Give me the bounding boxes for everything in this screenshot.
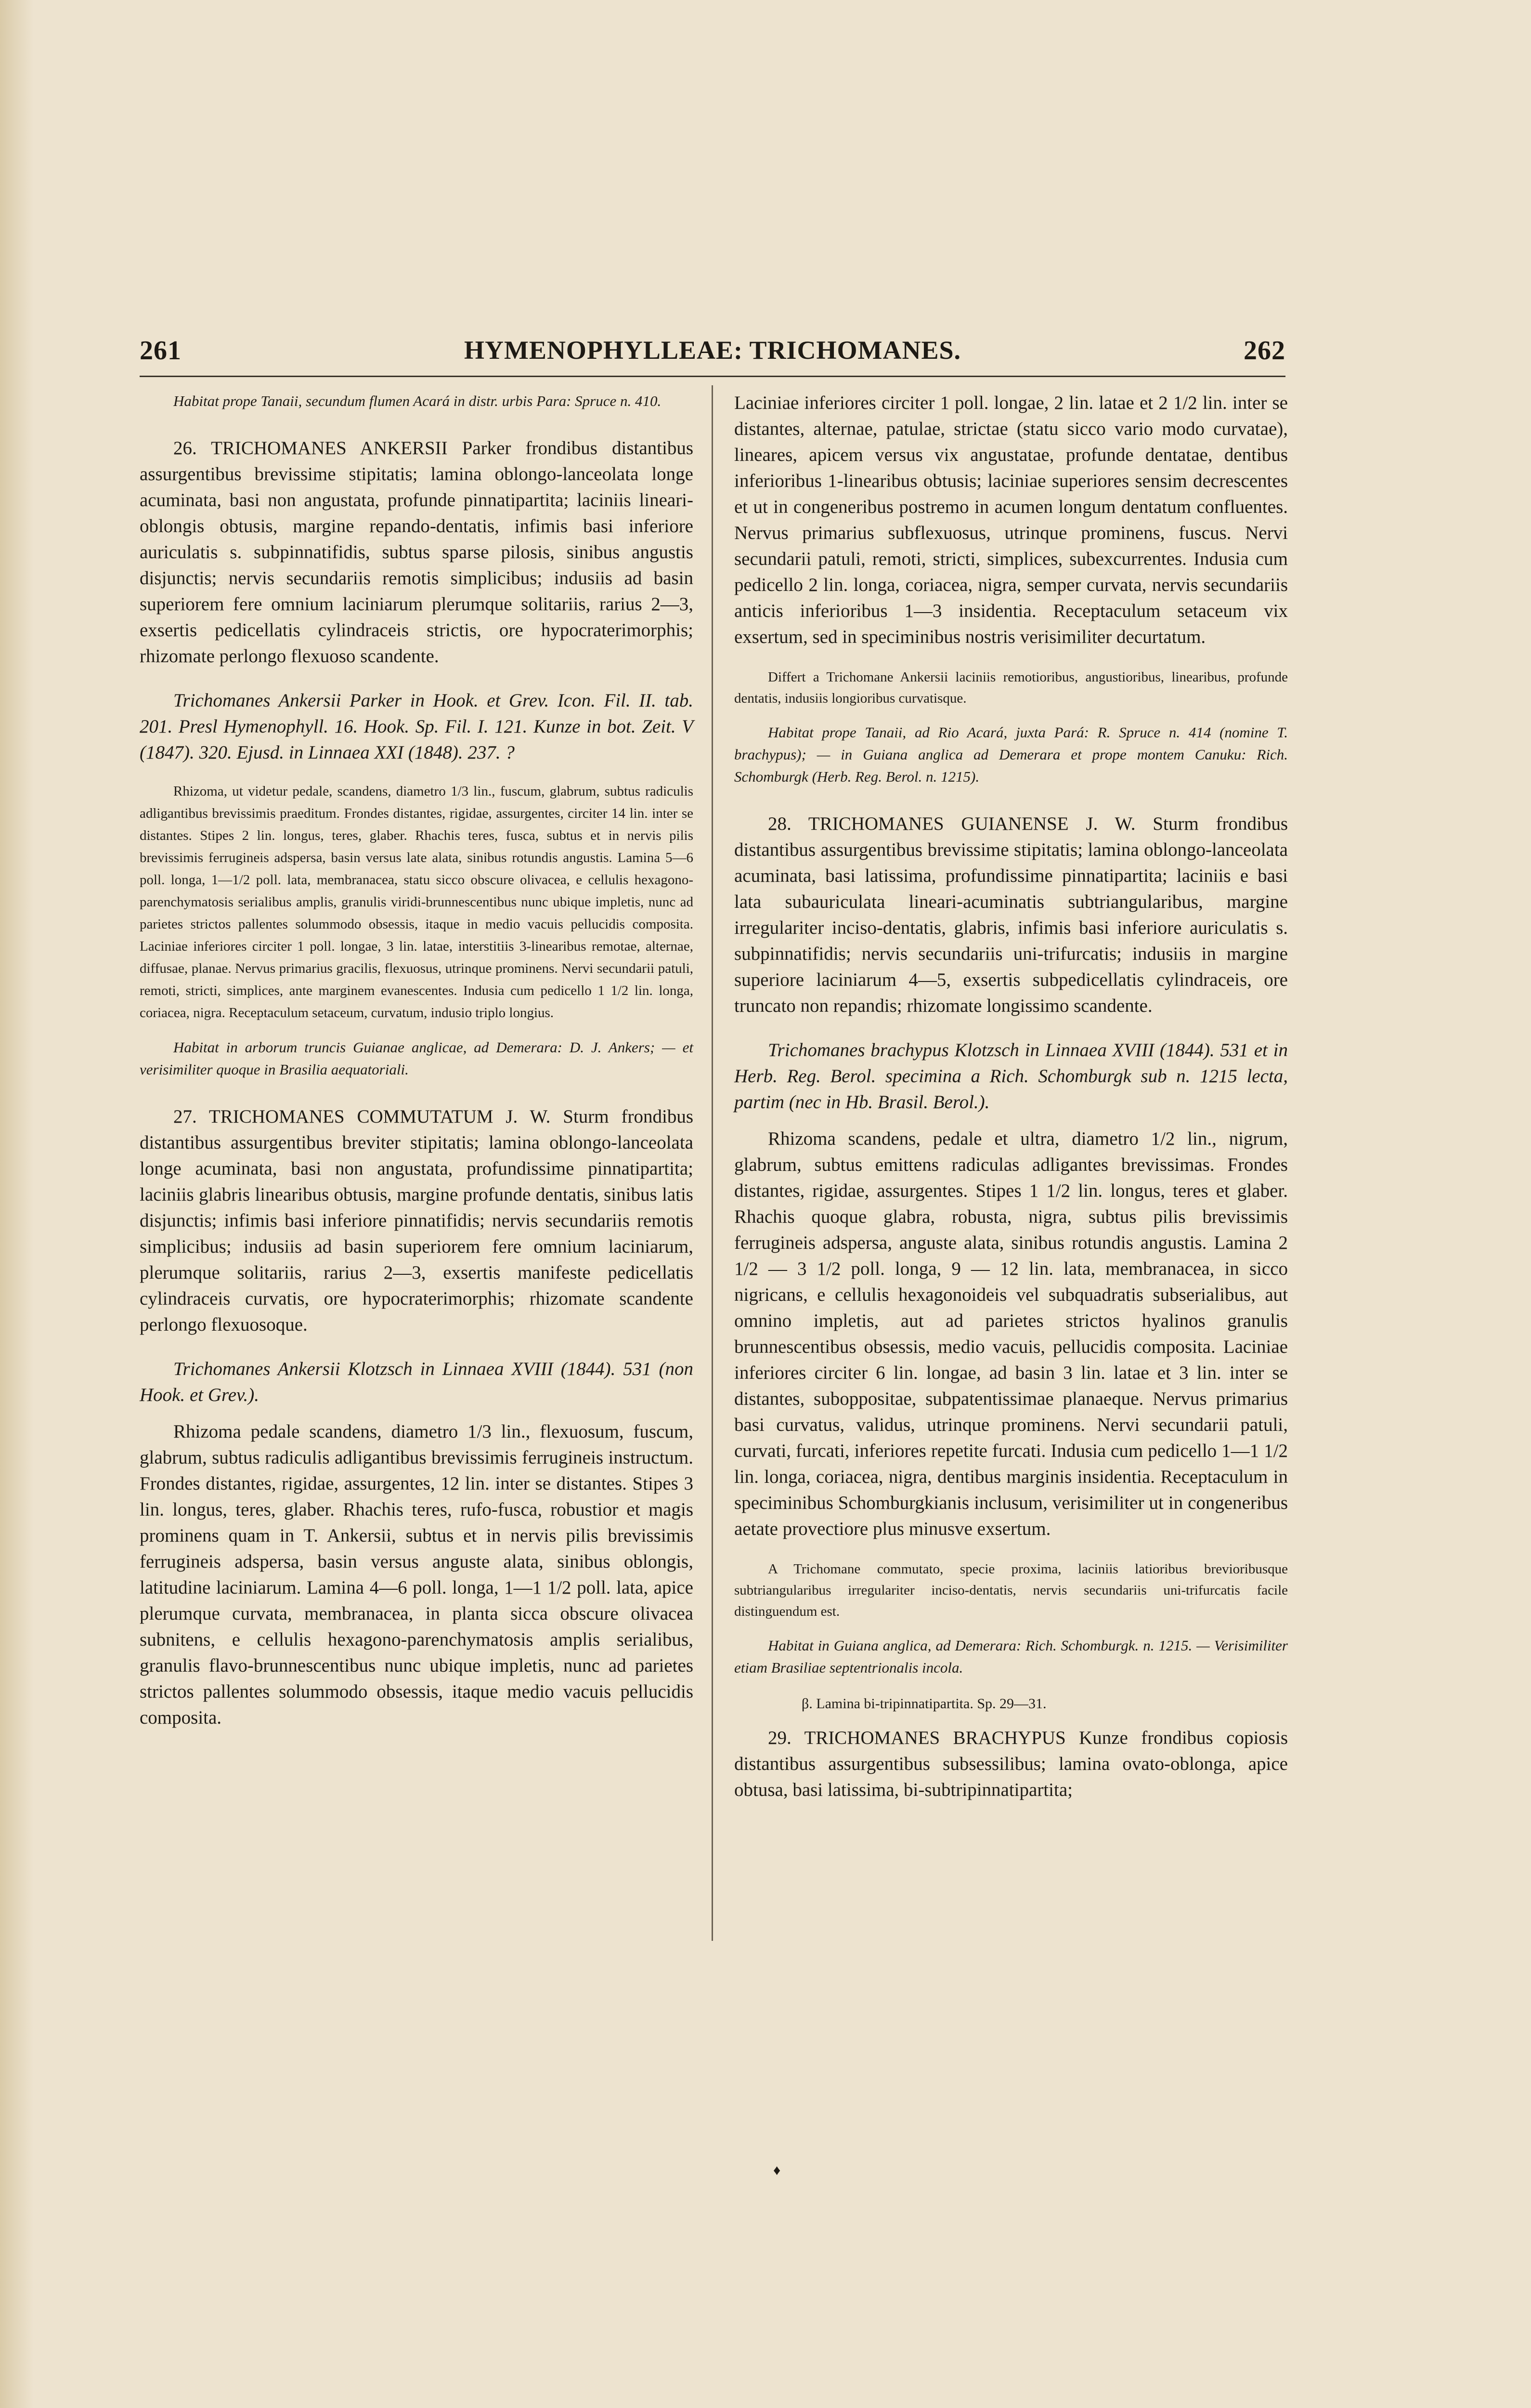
page-edge xyxy=(0,0,34,2408)
species-29-description: 29. TRICHOMANES BRACHYPUS Kunze frondibus copiosis distantibus assurgentibus subsessilibus; lamina ovato-oblonga, apice obtusa, basi latissima, bi-subtripinnatipartita; xyxy=(734,1727,1288,1800)
printer-mark: ♦ xyxy=(773,2162,781,2178)
species-27-habitat: Habitat prope Tanaii, ad Rio Acará, juxta Pará: R. Spruce n. 414 (nomine T. brachypus); — in Guiana anglica ad Demerara et prope montem Canuku: Rich. Schomburgk (Herb. Reg. Berol. n. 1215). xyxy=(734,724,1288,785)
habitat-paragraph: Habitat prope Tanaii, secundum flumen Acará in distr. urbis Para: Spruce n. 410. xyxy=(173,393,662,409)
species-26-habitat: Habitat in arborum truncis Guianae anglicae, ad Demerara: D. J. Ankers; — et verisimiliter quoque in Brasilia aequatoriali. xyxy=(140,1039,693,1078)
species-28-synonymy: Trichomanes brachypus Klotzsch in Linnaea XVIII (1844). 531 et in Herb. Reg. Berol. specimina a Rich. Schomburgk sub n. 1215 lecta, partim (nec in Hb. Brasil. Berol.). xyxy=(734,1040,1288,1112)
species-28-habitat: Habitat in Guiana anglica, ad Demerara: Rich. Schomburgk. n. 1215. — Verisimiliter etiam Brasiliae septentrionalis incola. xyxy=(734,1637,1288,1676)
species-27-differential-note: Differt a Trichomane Ankersii laciniis remotioribus, angustioribus, linearibus, profunde dentatis, indusiis longioribus curvatisque. xyxy=(734,669,1288,706)
species-28-details: Rhizoma scandens, pedale et ultra, diametro 1/2 lin., nigrum, glabrum, subtus emittens radiculas adligantes brevissimas. Frondes distantes, rigidae, assurgentes. Stipes 1 1/2 lin. longus, teres et glaber. Rhachis quoque glabra, robusta, nigra, subtus pilis brevissimis ferrugineis adspersa, anguste alata, sinibus rotundis angustis. Lamina 2 1/2 — 3 1/2 poll. longa, 9 — 12 lin. lata, membranacea, in sicco nigricans, e cellulis hexagonoideis vel subquadratis subserialibus, aut omnino impletis, aut ad parietes strictos hyalinos granulis brunnescentibus obsessis, medio vacuis, pellucidis composita. Laciniae inferiores circiter 6 lin. longae, ad basin 3 lin. latae et 3 lin. inter se distantes, suboppositae, subpatentissimae planaeque. Nervus primarius basi curvatus, validus, utrinque prominens. Nervi secundarii patuli, curvati, furcati, inferiores repetite furcati. Indusia cum pedicello 1—1 1/2 lin. longa, coriacea, nigra, dentibus marginis insidentia. Receptaculum in speciminibus Schomburgkianis inclusum, verisimiliter ut in congeneribus aetate provectiore plus minusve exsertum. xyxy=(734,1128,1288,1539)
species-27-details-continued: Laciniae inferiores circiter 1 poll. longae, 2 lin. latae et 2 1/2 lin. inter se distantes, alternae, patulae, strictae (statu sicco vario modo curvatae), lineares, apicem versus vix angustatae, profunde dentatae, dentibus inferioribus 1-linearibus obtusis; laciniae superiores sensim decrescentes et ut in congeneribus postremo in acumen longum dentatum confluentes. Nervus primarius subflexuosus, utrinque prominens, fuscus. Nervi secundarii patuli, remoti, stricti, simplices, subexcurrentes. Indusia cum pedicello 2 lin. longa, coriacea, nigra, semper curvata, nervis secundariis anticis inferioribus 1—3 insidentia. Receptaculum setaceum vix exsertum, sed in speciminibus nostris verisimiliter decurtatum. xyxy=(734,393,1288,647)
left-column xyxy=(140,390,693,1741)
species-28-description: 28. TRICHOMANES GUIANENSE J. W. Sturm frondibus distantibus assurgentibus brevissime stipitatis; lamina oblongo-lanceolata acuminata, basi latissima, profundissime pinnatipartita; laciniis e basi lata subauriculata lineari-acuminatis subtriangularibus, margine irregulariter inciso-dentatis, glabris, infimis basi inferiore auriculatis s. subpinnatifidis; nervis secundariis uni-trifurcatis; indusiis in margine superiore laciniarum 4—5, exsertis subpedicellatis cylindraceis, ore truncato non repandis; rhizomate longissimo scandente. xyxy=(734,813,1288,1016)
running-title: HYMENOPHYLLEAE: TRICHOMANES. xyxy=(464,336,961,365)
page-number-right: 262 xyxy=(1244,336,1285,366)
species-27-description: 27. TRICHOMANES COMMUTATUM J. W. Sturm frondibus distantibus assurgentibus breviter stipitatis; lamina oblongo-lanceolata longe acuminata, basi non angustata, profundissime pinnatipartita; laciniis glabris linearibus obtusis, margine profunde dentatis, sinibus latis disjunctis; infimis basi inferiore pinnatifidis; nervis secundariis remotis simplicibus; indusiis ad basin superiorem fere omnium laciniarum, plerumque solitariis, rarius 2—3, exsertis manifeste pedicellatis cylindraceis curvatis, ore hypocraterimorphis; rhizomate scandente perlongo flexuosoque. xyxy=(140,1106,693,1335)
right-column xyxy=(734,390,1288,1814)
species-28-differential-note: A Trichomane commutato, specie proxima, laciniis latioribus brevioribusque subtriangularibus irregulariter inciso-dentatis, nervis secundariis uni-trifurcatis facile distinguendum est. xyxy=(734,1561,1288,1619)
species-26-synonymy: Trichomanes Ankersii Parker in Hook. et Grev. Icon. Fil. II. tab. 201. Presl Hymenophyll. 16. Hook. Sp. Fil. I. 121. Kunze in bot. Zeit. V (1847). 320. Ejusd. in Linnaea XXI (1848). 237. ? xyxy=(140,690,693,763)
page-number-left: 261 xyxy=(140,336,182,366)
species-27-synonymy: Trichomanes Ankersii Klotzsch in Linnaea XVIII (1844). 531 (non Hook. et Grev.). xyxy=(140,1359,693,1405)
running-head xyxy=(140,332,1285,377)
species-26-details: Rhizoma, ut videtur pedale, scandens, diametro 1/3 lin., fuscum, glabrum, subtus radiculis adligantibus brevissimis praeditum. Frondes distantes, rigidae, assurgentes, circiter 14 lin. inter se distantes. Stipes 2 lin. longus, teres, glaber. Rhachis teres, fusca, subtus et in nervis pilis brevissimis ferrugineis adspersa, basin versus late alata, sinibus rotundis angustis. Lamina 5—6 poll. longa, 1—1/2 poll. lata, membranacea, statu sicco obscure olivacea, e cellulis hexagono-parenchymatosis serialibus amplis, granulis viridi-brunnescentibus nunc ubique impletis, nunc ad parietes strictos pallentes solummodo obsessis, itaque in medio vacuis pellucidis composita. Laciniae inferiores circiter 1 poll. longae, 3 lin. latae, interstitiis 3-linearibus remotae, alternae, diffusae, planae. Nervus primarius gracilis, flexuosus, utrinque prominens. Nervi secundarii patuli, remoti, stricti, simplices, ante marginem evanescentes. Indusia cum pedicello 1 1/2 lin. longa, coriacea, nigra. Receptaculum setaceum, curvatum, indusio triplo longius. xyxy=(140,784,693,1021)
column-divider xyxy=(712,385,713,1941)
species-27-details: Rhizoma pedale scandens, diametro 1/3 lin., flexuosum, fuscum, glabrum, subtus radiculis adligantibus brevissimis ferrugineis instructum. Frondes distantes, rigidae, assurgentes, 12 lin. inter se distantes. Stipes 3 lin. longus, teres, glaber. Rhachis teres, rufo-fusca, robustior et magis prominens quam in T. Ankersii, subtus et in nervis pilis brevissimis ferrugineis adspersa, basin versus anguste alata, sinibus oblongis, latitudine laciniarum. Lamina 4—6 poll. longa, 1—1 1/2 poll. lata, apice plerumque curvata, membranacea, in planta sicca obscure olivacea subnitens, e cellulis hexagono-parenchymatosis amplis serialibus, granulis flavo-brunnescentibus nunc ubique impletis, nunc ad parietes strictos pallentes solummodo obsessis, itaque medio vacuis pellucidis composita. xyxy=(140,1421,693,1728)
species-26-description: 26. TRICHOMANES ANKERSII Parker frondibus distantibus assurgentibus brevissime stipitatis; lamina oblongo-lanceolata longe acuminata, basi non angustata, profunde pinnatipartita; laciniis lineari-oblongis obtusis, margine repando-dentatis, infimis basi inferiore auriculatis s. subpinnatifidis, subtus sparse pilosis, sinibus angustis disjunctis; nervis secundariis remotis simplicibus; indusiis ad basin superiorem fere omnium laciniarum plerumque solitariis, rarius 2—3, exsertis pedicellatis cylindraceis strictis, ore hypocraterimorphis; rhizomate perlongo flexuoso scandente. xyxy=(140,438,693,667)
section-beta-heading: β. Lamina bi-tripinnatipartita. Sp. 29—31. xyxy=(802,1696,1047,1712)
